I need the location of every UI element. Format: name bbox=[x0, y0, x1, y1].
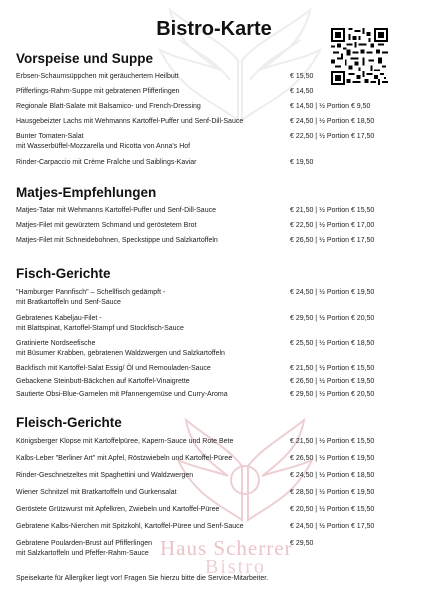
item-price: € 26,50 | ½ Portion € 19,50 bbox=[290, 378, 375, 385]
watermark-subtitle: Bistro bbox=[205, 556, 266, 578]
menu-item bbox=[16, 339, 416, 364]
menu-item bbox=[16, 314, 416, 339]
menu-item bbox=[16, 488, 416, 505]
menu-item bbox=[16, 102, 416, 117]
item-price: € 22,50 | ½ Portion € 17,50 bbox=[290, 133, 375, 140]
item-price: € 29,50 | ½ Portion € 20,50 bbox=[290, 391, 375, 398]
menu-item bbox=[16, 206, 416, 221]
page-title: Bistro-Karte bbox=[156, 18, 272, 40]
menu-item bbox=[16, 221, 416, 236]
item-price: € 29,50 bbox=[290, 540, 314, 547]
section-heading: Matjes-Empfehlungen bbox=[16, 185, 157, 200]
section-heading: Fisch-Gerichte bbox=[16, 266, 111, 281]
item-price: € 24,50 | ½ Portion € 17,50 bbox=[290, 523, 375, 530]
item-price: € 19,50 bbox=[290, 159, 314, 166]
item-name: Bunter Tomaten-Salat mit Wasserbüffel-Mozzarella und Ricotta von Anna's Hof bbox=[16, 133, 191, 150]
menu-item bbox=[16, 471, 416, 488]
item-name: Gratinierte Nordseefische mit Büsumer Krabben, gebratenen Waldzwergen und Salzkartoffeln bbox=[16, 340, 225, 357]
item-price: € 15,50 bbox=[290, 73, 314, 80]
section-fleisch bbox=[16, 414, 416, 561]
item-price: € 29,50 | ½ Portion € 20,50 bbox=[290, 315, 375, 322]
item-name: Rinder-Geschnetzeltes mit Spaghettini und Waldzwergen bbox=[16, 472, 194, 479]
menu-item bbox=[16, 72, 416, 87]
item-name: Rinder-Carpaccio mit Crème Fraîche und Saiblings-Kaviar bbox=[16, 159, 197, 166]
item-price: € 26,50 | ½ Portion € 19,50 bbox=[290, 455, 375, 462]
item-price: € 24,50 | ½ Portion € 19,50 bbox=[290, 289, 375, 296]
item-name: Matjes-Tatar mit Wehmanns Kartoffel-Puffer und Senf-Dill-Sauce bbox=[16, 207, 216, 214]
item-name: Kalbs-Leber "Berliner Art" mit Apfel, Röstzwiebeln und Kartoffel-Püree bbox=[16, 455, 233, 462]
menu-item bbox=[16, 454, 416, 471]
watermark-name: Haus Scherrer bbox=[160, 536, 293, 560]
menu-item bbox=[16, 522, 416, 539]
item-name: Backfisch mit Kartoffel-Salat Essig/ Öl und Remouladen-Sauce bbox=[16, 365, 211, 372]
menu-item bbox=[16, 236, 416, 251]
item-name: Matjes-Filet mit gewürztem Schmand und geröstetem Brot bbox=[16, 222, 197, 229]
section-fisch bbox=[16, 265, 416, 403]
item-name: Gebackene Steinbutt-Bäckchen auf Kartoffel-Vinaigrette bbox=[16, 378, 190, 385]
item-price: € 14,50 | ½ Portion € 9,50 bbox=[290, 103, 371, 110]
menu-item bbox=[16, 117, 416, 132]
item-name: Erbsen-Schaumsüppchen mit geräuchertem Heilbutt bbox=[16, 73, 179, 80]
item-price: € 24,50 | ½ Portion € 18,50 bbox=[290, 472, 375, 479]
item-name: Regionale Blatt-Salate mit Balsamico- und French-Dressing bbox=[16, 103, 201, 110]
item-name: Gebratene Poularden-Brust auf Pfifferlingen mit Salzkartoffeln und Pfeffer-Rahm-Sauce bbox=[16, 540, 153, 557]
item-name: "Hamburger Pannfisch" – Schellfisch gedämpft - mit Bratkartoffeln und Senf-Sauce bbox=[16, 289, 166, 306]
item-price: € 22,50 | ½ Portion € 17,00 bbox=[290, 222, 375, 229]
menu-item bbox=[16, 377, 416, 390]
item-name: Pfifferlings-Rahm-Suppe mit gebratenen Pfifferlingen bbox=[16, 88, 180, 95]
item-price: € 21,50 | ½ Portion € 15,50 bbox=[290, 207, 375, 214]
item-name: Geröstete Grützwurst mit Apfelkren, Zwiebeln und Kartoffel-Püree bbox=[16, 506, 220, 513]
menu-item bbox=[16, 87, 416, 102]
item-name: Matjes-Filet mit Schneidebohnen, Speckstippe und Salzkartoffeln bbox=[16, 237, 218, 244]
item-name: Hausgebeizter Lachs mit Wehmanns Kartoffel-Puffer und Senf-Dill-Sauce bbox=[16, 118, 244, 125]
item-name: Wiener Schnitzel mit Bratkartoffeln und Gurkensalat bbox=[16, 489, 177, 496]
item-name: Gebratenes Kabeljau-Filet - mit Blattspinat, Kartoffel-Stampf und Stockfisch-Sauce bbox=[16, 315, 184, 332]
item-price: € 24,50 | ½ Portion € 18,50 bbox=[290, 118, 375, 125]
item-price: € 20,50 | ½ Portion € 15,50 bbox=[290, 506, 375, 513]
item-price: € 26,50 | ½ Portion € 17,50 bbox=[290, 237, 375, 244]
menu-item bbox=[16, 132, 416, 158]
section-matjes bbox=[16, 184, 416, 251]
menu-item bbox=[16, 364, 416, 377]
menu-item bbox=[16, 288, 416, 314]
section-vorspeise bbox=[16, 50, 416, 173]
allergen-note: Speisekarte für Allergiker liegt vor! Fragen Sie hierzu bitte die Service-Mitarbeiter. bbox=[16, 575, 269, 582]
item-price: € 21,50 | ½ Portion € 15,50 bbox=[290, 438, 375, 445]
item-price: € 25,50 | ½ Portion € 18,50 bbox=[290, 340, 375, 347]
menu-item bbox=[16, 437, 416, 454]
item-price: € 28,50 | ½ Portion € 19,50 bbox=[290, 489, 375, 496]
item-price: € 14,50 bbox=[290, 88, 314, 95]
menu-item bbox=[16, 505, 416, 522]
menu-item bbox=[16, 158, 416, 173]
item-name: Königsberger Klopse mit Kartoffelpüree, Kapern-Sauce und Rote Bete bbox=[16, 438, 234, 445]
item-name: Sautierte Obsi-Blue-Garnelen mit Pfannengemüse und Curry-Aroma bbox=[16, 391, 228, 398]
item-price: € 21,50 | ½ Portion € 15,50 bbox=[290, 365, 375, 372]
menu-item bbox=[16, 539, 416, 561]
menu-item bbox=[16, 390, 416, 403]
item-name: Gebratene Kalbs-Nierchen mit Spitzkohl, Kartoffel-Püree und Senf-Sauce bbox=[16, 523, 244, 530]
section-heading: Vorspeise und Suppe bbox=[16, 51, 154, 66]
section-heading: Fleisch-Gerichte bbox=[16, 415, 122, 430]
